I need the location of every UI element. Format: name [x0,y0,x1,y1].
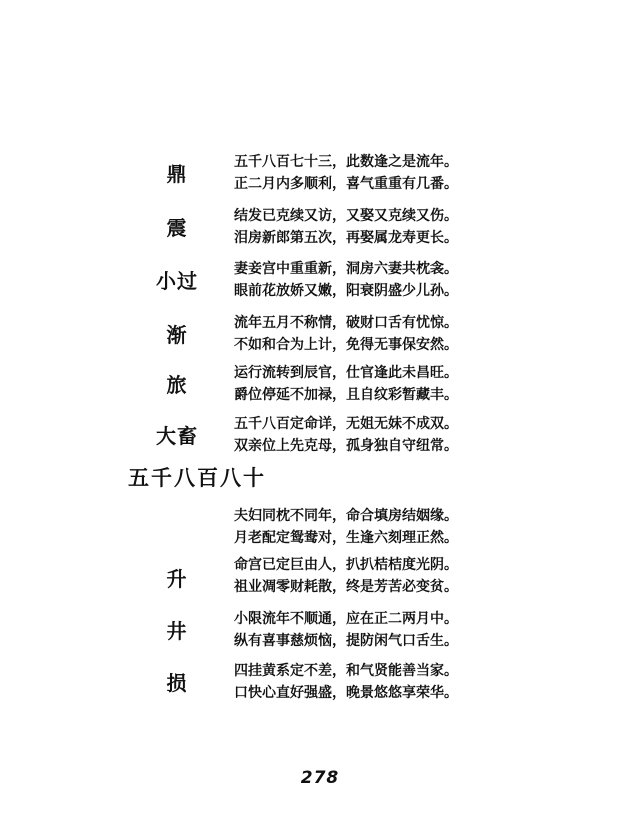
verse-line-2: 不如和合为上计，免得无事保安然。 [234,337,458,353]
verse-line-2: 祖业凋零财耗散，终是芳苦必变贫。 [234,579,458,595]
verse-line-2: 月老配定鸳鸯对，生逢六刻理正然。 [234,530,458,546]
hexagram-name: 鼎 [166,162,188,186]
verse [234,205,458,249]
entry-sun [0,660,640,706]
verse-line-1: 五千八百七十三，此数逢之是流年。 [234,154,458,170]
hexagram-name: 大畜 [156,424,198,448]
entry-daxu [0,413,640,459]
entry-jing [0,608,640,654]
verse [234,362,458,406]
verse-line-1: 五千八百定命详，无姐无妹不成双。 [234,416,458,432]
verse-line-1: 小限流年不顺通，应在正二两月中。 [234,611,458,627]
hexagram-name: 渐 [166,323,188,347]
verse-line-1: 流年五月不称情，破财口舌有忧惊。 [234,315,458,331]
verse [234,312,458,356]
entry-zhen [0,205,640,251]
hexagram-name: 小过 [156,269,198,293]
hexagram-name: 升 [166,567,188,591]
verse-line-2: 爵位停延不加禄，且自纹彩暂藏丰。 [234,387,458,403]
entry-ding [0,151,640,197]
verse-line-1: 命宫已定巨由人，扒扒桔桔度光阴。 [234,557,458,573]
entry-xiaoguo [0,258,640,304]
entry-sheng [0,554,640,600]
verse-line-2: 眼前花放娇又嫩，阳衰阴盛少儿孙。 [234,283,458,299]
verse-line-2: 正二月内多顺利，喜气重重有几番。 [234,176,458,192]
entry-unnamed [0,505,640,551]
verse [234,413,458,457]
verse [234,258,458,302]
verse [234,660,458,704]
verse [234,505,458,549]
hexagram-name: 震 [166,216,188,240]
entry-lv [0,362,640,408]
verse-line-2: 口快心直好强盛，晚景悠悠享荣华。 [234,685,458,701]
verse-line-2: 纵有喜事慈烦恼，提防闲气口舌生。 [234,633,458,649]
verse-line-1: 运行流转到辰官，仕官逢此未昌旺。 [234,365,458,381]
entry-jian [0,312,640,358]
hexagram-name: 井 [166,619,188,643]
hexagram-name: 旅 [166,373,188,397]
verse-line-1: 结发已克续又访，又娶又克续又伤。 [234,208,458,224]
verse [234,608,458,652]
section-heading: 五千八百八十 [128,465,266,490]
verse [234,554,458,598]
verse-line-2: 双亲位上先克母，孤身独自守纽常。 [234,438,458,454]
verse-line-1: 夫妇同枕不同年，命合填房结姻缘。 [234,508,458,524]
verse [234,151,458,195]
verse-line-2: 泪房新郎第五次，再娶属龙寿更长。 [234,230,458,246]
page-number: 278 [300,768,340,788]
verse-line-1: 四挂黄系定不差，和气贤能善当家。 [234,663,458,679]
verse-line-1: 妻妾宫中重重新，洞房六妻共枕衾。 [234,261,458,277]
hexagram-name: 损 [166,671,188,695]
